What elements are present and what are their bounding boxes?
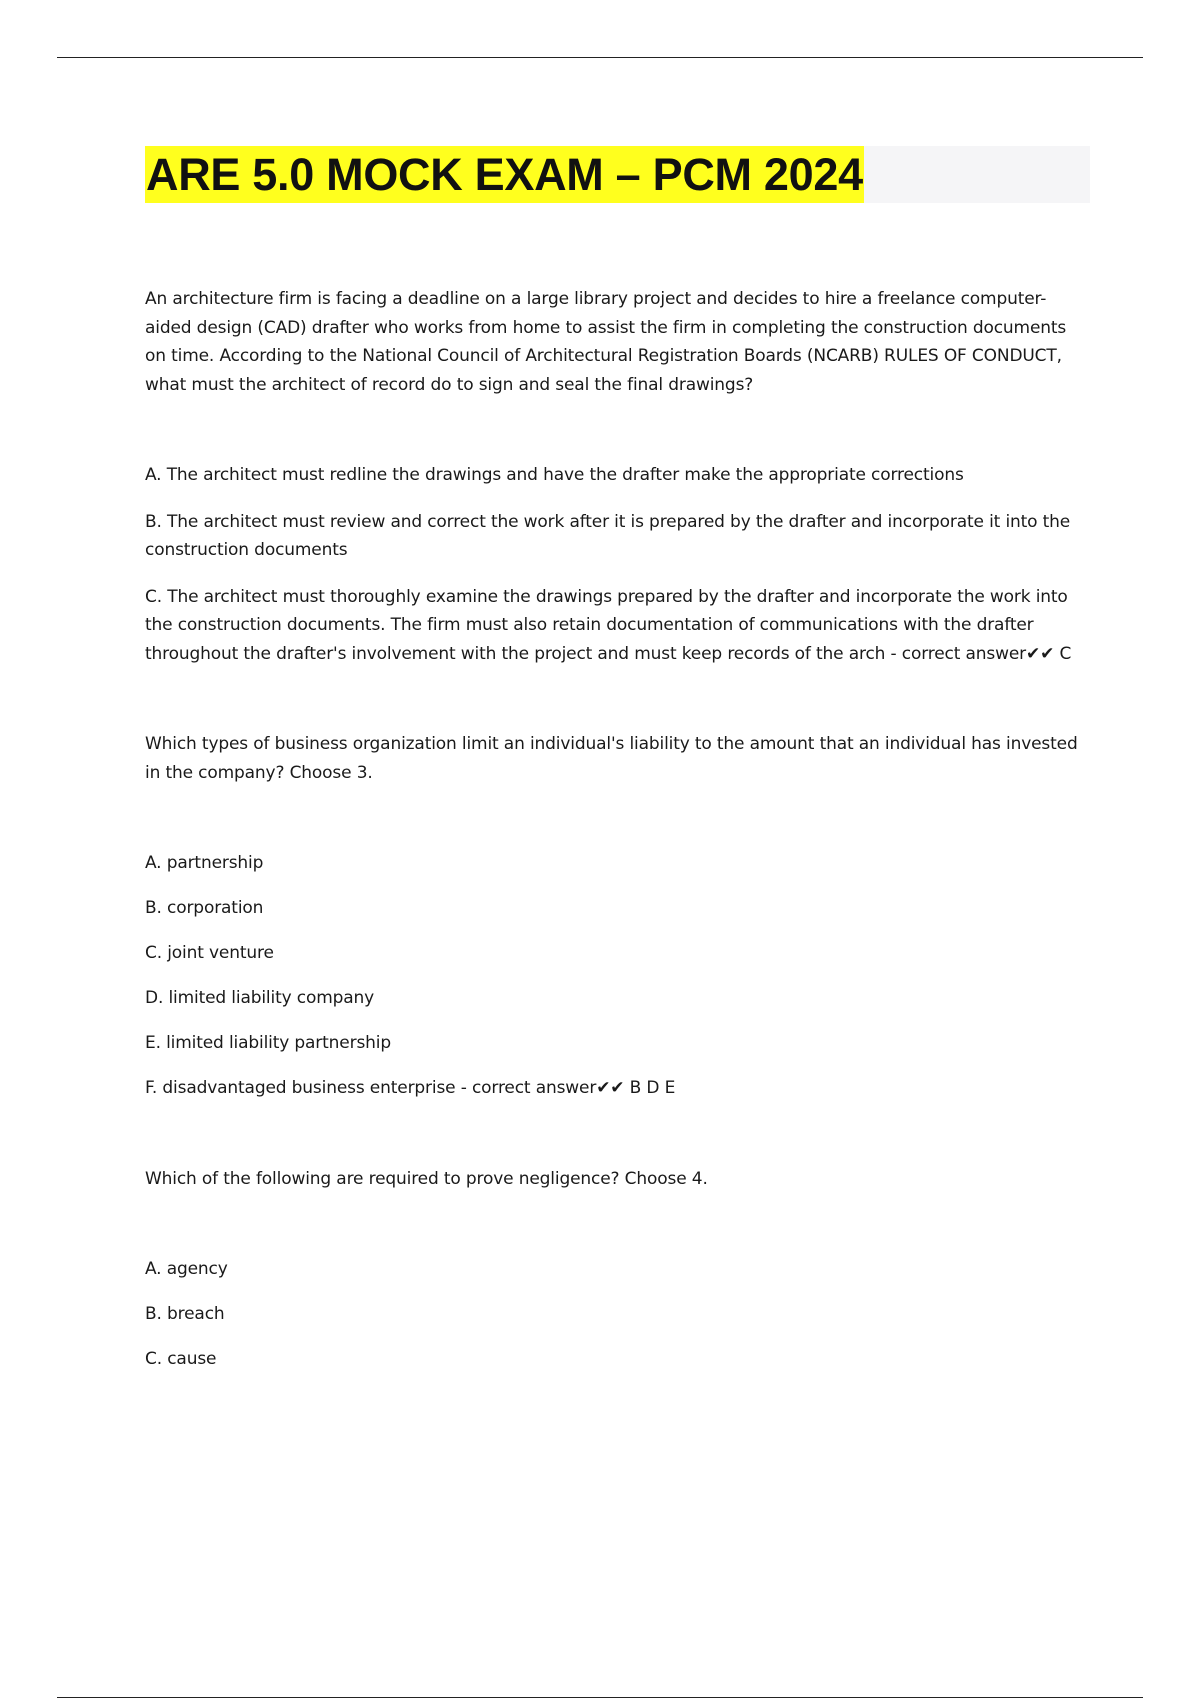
question-3-option-c: C. cause	[145, 1349, 217, 1369]
question-2-text: Which types of business organization limit an individual's liability to the amount that an individual has invested in the company? Choose 3.	[145, 734, 1078, 783]
question-2-option-d: D. limited liability company	[145, 988, 375, 1008]
question-3-text: Which of the following are required to prove negligence? Choose 4.	[145, 1168, 708, 1189]
question-2-options	[145, 849, 1090, 1103]
question-3-options	[145, 1255, 1090, 1374]
question-2-option-a: A. partnership	[145, 853, 264, 873]
question-1-option-a: A. The architect must redline the drawings and have the drafter make the appropriate corrections	[145, 465, 964, 485]
question-2-option-b: B. corporation	[145, 898, 264, 918]
document-body	[145, 146, 1090, 1374]
question-2-option-e: E. limited liability partnership	[145, 1033, 391, 1053]
title-block	[145, 146, 1090, 203]
bottom-rule	[57, 1697, 1143, 1698]
question-3-option-a: A. agency	[145, 1259, 228, 1279]
question-3-option-b: B. breach	[145, 1304, 225, 1324]
question-2-option-c: C. joint venture	[145, 943, 274, 963]
question-2-option-f: F. disadvantaged business enterprise - correct answer✔✔ B D E	[145, 1078, 676, 1098]
top-rule	[57, 57, 1143, 58]
question-1-option-b: B. The architect must review and correct the work after it is prepared by the drafter and incorporate it into the construction documents	[145, 511, 1071, 560]
document-title: ARE 5.0 MOCK EXAM – PCM 2024	[145, 146, 864, 203]
question-1-options	[145, 461, 1090, 668]
question-1-text: An architecture firm is facing a deadline on a large library project and decides to hire a freelance computer-aided design (CAD) drafter who works from home to assist the firm in completing the construction documents on time. According to the National Council of Architectural Registration Boards (NCARB) RULES OF CONDUCT, what must the architect of record do to sign and seal the final drawings?	[145, 289, 1067, 395]
question-1-option-c: C. The architect must thoroughly examine the drawings prepared by the drafter and incorporate the work into the construction documents. The firm must also retain documentation of communications with the drafter throughout the drafter's involvement with the project and must keep records of the arch - correct answer✔✔ C	[145, 586, 1072, 664]
